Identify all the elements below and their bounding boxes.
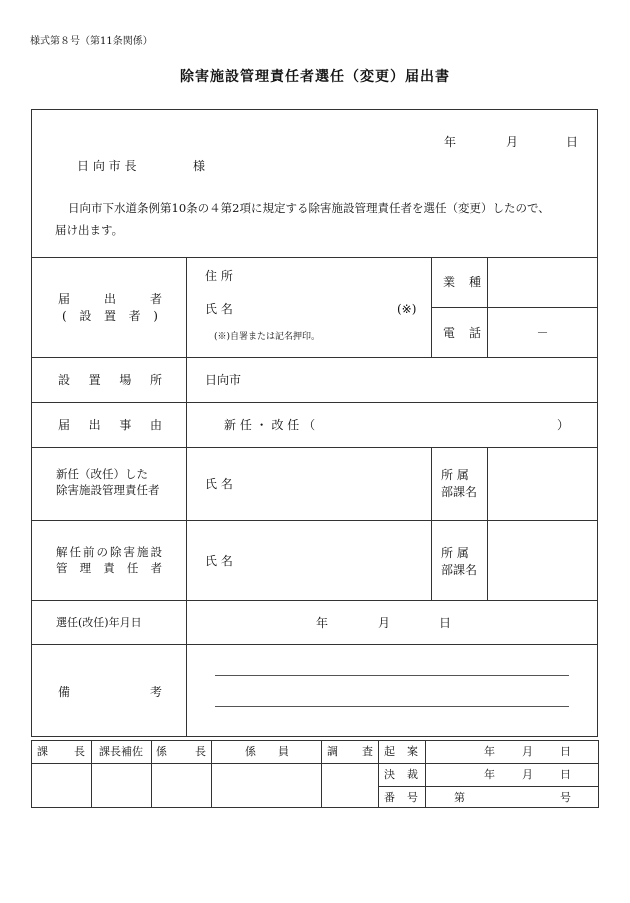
signature-note: (※)自署または記名押印。 [214, 332, 321, 342]
appointment-date-label: 選任(改任)年月日 [56, 616, 142, 629]
approval-year: 年 [484, 768, 495, 781]
new-manager-name-label: 氏 名 [205, 477, 233, 491]
phone-label: 電 話 [443, 326, 481, 340]
industry-label: 業 種 [443, 275, 481, 289]
reason-value: 新 任 ・ 改 任 （ [224, 418, 316, 432]
date-month: 月 [506, 135, 519, 149]
office-header-deputy-chief: 課長補佐 [99, 745, 143, 758]
old-manager-dept-line2: 部課名 [441, 563, 478, 577]
new-manager-dept-line1: 所 属 [441, 468, 469, 482]
office-header-subsection-chief: 係 長 [156, 745, 206, 758]
number-prefix: 第 [454, 791, 465, 804]
addressee-suffix: 様 [193, 159, 206, 173]
number-suffix: 号 [560, 791, 571, 804]
office-header-staff: 係 員 [245, 745, 289, 758]
draft-day: 日 [560, 745, 571, 758]
form-title: 除害施設管理責任者選任（変更）届出書 [180, 69, 450, 85]
signature-mark: (※) [397, 302, 417, 316]
approval-day: 日 [560, 768, 571, 781]
reason-label: 届 出 事 由 [58, 418, 162, 432]
office-header-section-chief: 課 長 [37, 745, 85, 758]
approval-month: 月 [522, 768, 533, 781]
new-manager-label-line2: 除害施設管理責任者 [56, 483, 160, 497]
date-year: 年 [444, 135, 457, 149]
body-text-line2: 届け出ます。 [55, 223, 124, 237]
date-day: 日 [566, 135, 579, 149]
approval-label: 決 裁 [384, 768, 418, 781]
draft-month: 月 [522, 745, 533, 758]
remarks-label: 備 考 [58, 685, 162, 699]
applicant-name-label: 氏 名 [205, 302, 233, 316]
old-manager-name-label: 氏 名 [205, 554, 233, 568]
new-manager-dept-line2: 部課名 [441, 485, 478, 499]
number-label: 番 号 [384, 791, 418, 804]
appointment-day: 日 [439, 616, 452, 630]
draft-label: 起 案 [384, 745, 418, 758]
applicant-label-line2: ( 設 置 者 ) [62, 309, 158, 323]
office-header-inspection: 調 査 [327, 745, 373, 758]
phone-value: － [536, 326, 549, 340]
location-value: 日向市 [205, 373, 242, 387]
applicant-address-label: 住 所 [205, 269, 233, 283]
body-text-line1: 日向市下水道条例第10条の４第2項に規定する除害施設管理責任者を選任（変更）したので、 [68, 201, 550, 215]
applicant-label-line1: 届 出 者 [58, 292, 162, 306]
appointment-month: 月 [378, 616, 391, 630]
reason-close: ） [557, 418, 570, 432]
location-label: 設 置 場 所 [58, 373, 162, 387]
appointment-year: 年 [316, 616, 329, 630]
draft-year: 年 [484, 745, 495, 758]
old-manager-label-line2: 管 理 責 任 者 [56, 561, 162, 575]
form-number: 様式第８号（第11条関係） [30, 36, 153, 47]
old-manager-label-line1: 解 任 前 の 除 害 施 設 [56, 545, 162, 559]
addressee-name: 日 向 市 長 [77, 159, 137, 173]
new-manager-label-line1: 新任（改任）した [56, 467, 148, 481]
old-manager-dept-line1: 所 属 [441, 546, 469, 560]
